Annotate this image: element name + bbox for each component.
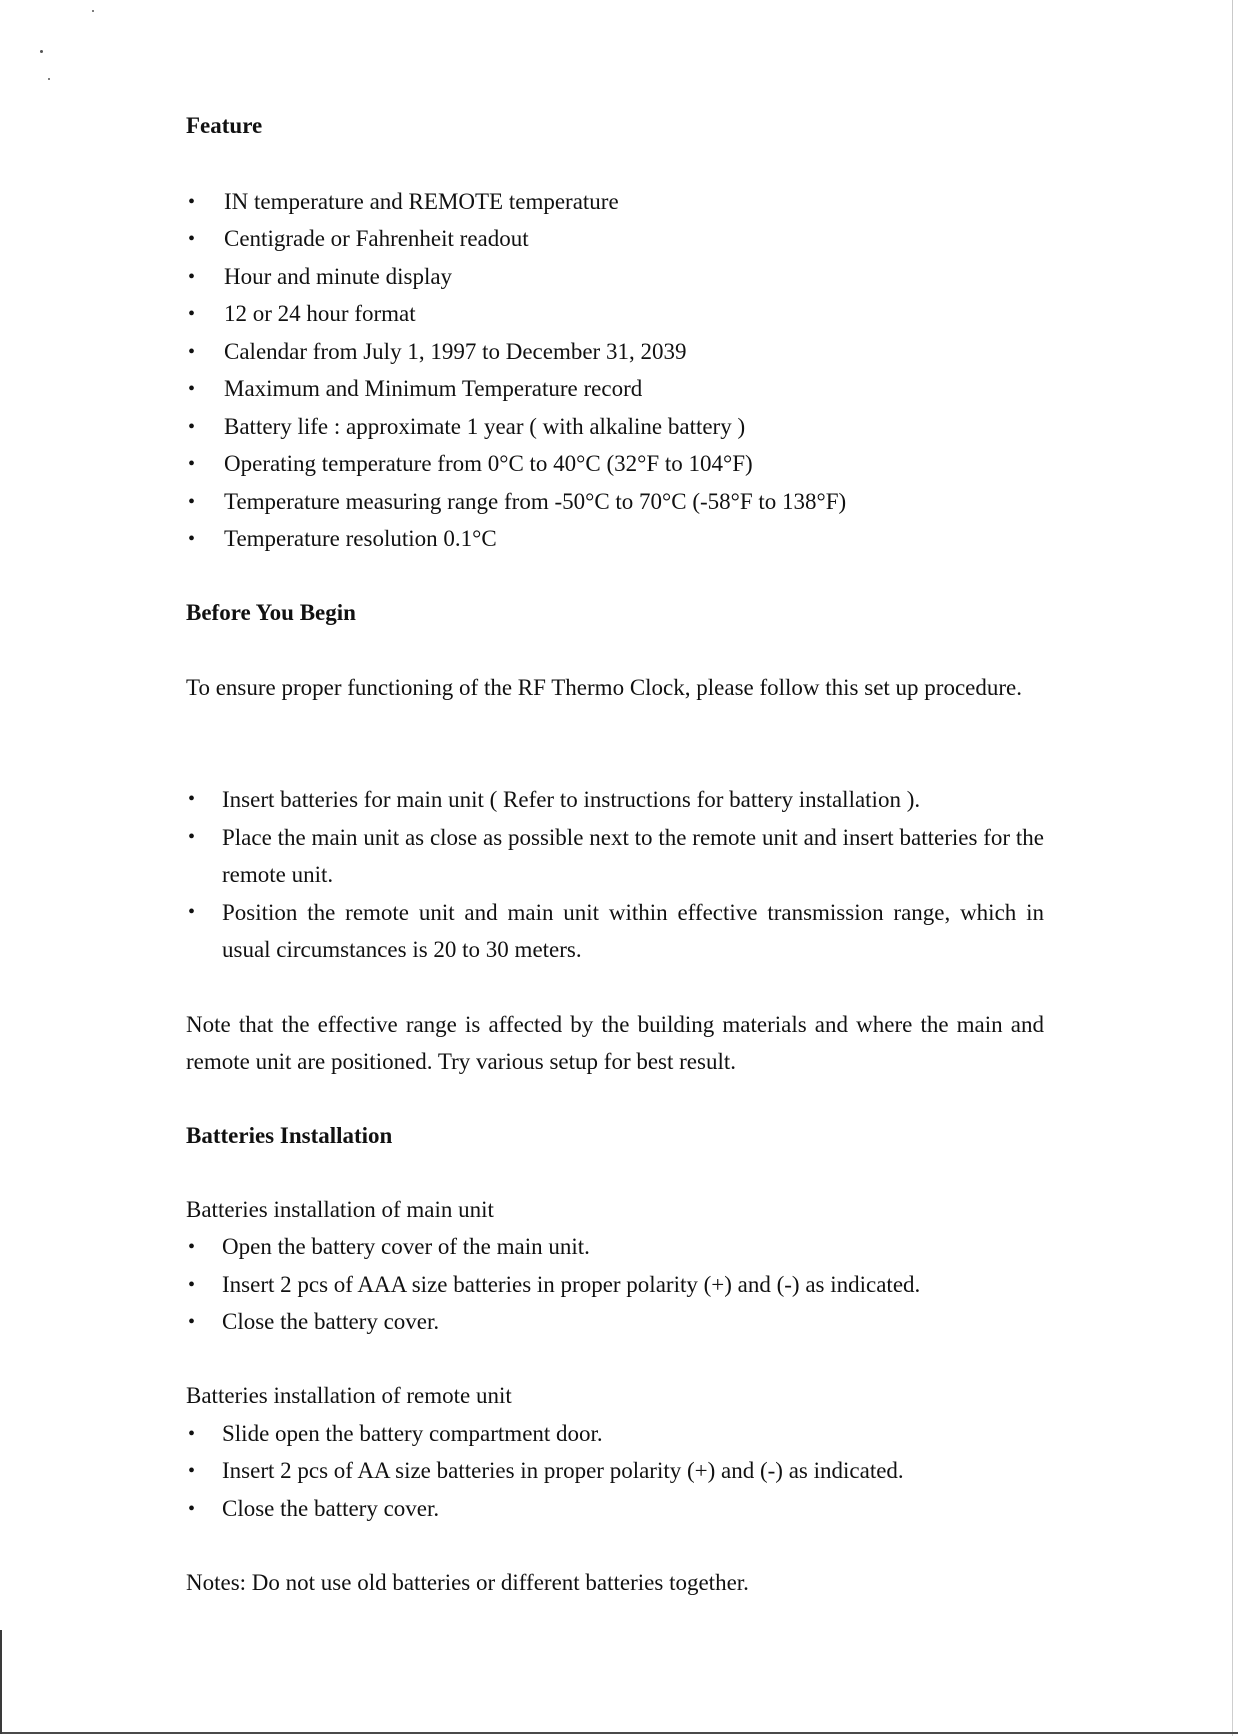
bullet: • [188,901,196,923]
feature-item: Temperature resolution 0.1°C [224,526,497,551]
scan-edge-bottom [0,1732,1238,1734]
feature-heading: Feature [186,113,263,138]
bullet: • [188,453,196,475]
main-unit-subtitle: Batteries installation of main unit [186,1197,494,1222]
remote-unit-step: Slide open the battery compartment door. [222,1421,603,1446]
bullet: • [188,228,196,250]
bullet: • [188,1274,196,1296]
feature-item: Centigrade or Fahrenheit readout [224,226,529,251]
bullet: • [188,528,196,550]
main-unit-step: Close the battery cover. [222,1309,440,1334]
bullet: • [188,416,196,438]
scan-edge-left [0,1630,2,1734]
feature-item: IN temperature and REMOTE temperature [224,189,619,214]
remote-unit-step: Insert 2 pcs of AA size batteries in proper polarity (+) and (-) as indicated. [222,1458,904,1483]
scan-speck [48,78,50,80]
remote-unit-step: Close the battery cover. [222,1496,440,1521]
scan-speck [92,10,94,12]
bullet: • [188,1460,196,1482]
bullet: • [188,826,196,848]
feature-item: Battery life : approximate 1 year ( with alkaline battery ) [224,414,746,439]
batteries-installation-heading: Batteries Installation [186,1123,393,1148]
range-note-paragraph: Note that the effective range is affected by the building materials and where the main and remote unit are positioned. Try various setup for best result. [186,1012,1044,1074]
bullet: • [188,341,196,363]
before-you-begin-heading: Before You Begin [186,600,356,625]
bullet: • [188,266,196,288]
bullet: • [188,1423,196,1445]
feature-item: Calendar from July 1, 1997 to December 31, 2039 [224,339,687,364]
setup-item: Place the main unit as close as possible next to the remote unit and insert batteries for the remote unit. [222,825,1044,887]
main-unit-step: Open the battery cover of the main unit. [222,1234,590,1259]
feature-item: Operating temperature from 0°C to 40°C (32°F to 104°F) [224,451,753,476]
feature-item: Maximum and Minimum Temperature record [224,376,643,401]
setup-item: Insert batteries for main unit ( Refer to instructions for battery installation ). [222,787,921,812]
bullet: • [188,1311,196,1333]
bullet: • [188,1498,196,1520]
remote-unit-subtitle: Batteries installation of remote unit [186,1383,512,1408]
batteries-notes: Notes: Do not use old batteries or different batteries together. [186,1570,749,1595]
bullet: • [188,378,196,400]
feature-item: Temperature measuring range from -50°C to 70°C (-58°F to 138°F) [224,489,847,514]
bullet: • [188,303,196,325]
setup-item: Position the remote unit and main unit within effective transmission range, which in usual circumstances is 20 to 30 meters. [222,900,1044,962]
bullet: • [188,1236,196,1258]
scan-speck [40,50,43,53]
bullet: • [188,491,196,513]
intro-paragraph: To ensure proper functioning of the RF Thermo Clock, please follow this set up procedure. [186,675,1022,700]
scan-edge-right [1232,0,1233,1736]
bullet: • [188,788,196,810]
feature-item: 12 or 24 hour format [224,301,416,326]
bullet: • [188,191,196,213]
main-unit-step: Insert 2 pcs of AAA size batteries in proper polarity (+) and (-) as indicated. [222,1272,921,1297]
feature-item: Hour and minute display [224,264,453,289]
